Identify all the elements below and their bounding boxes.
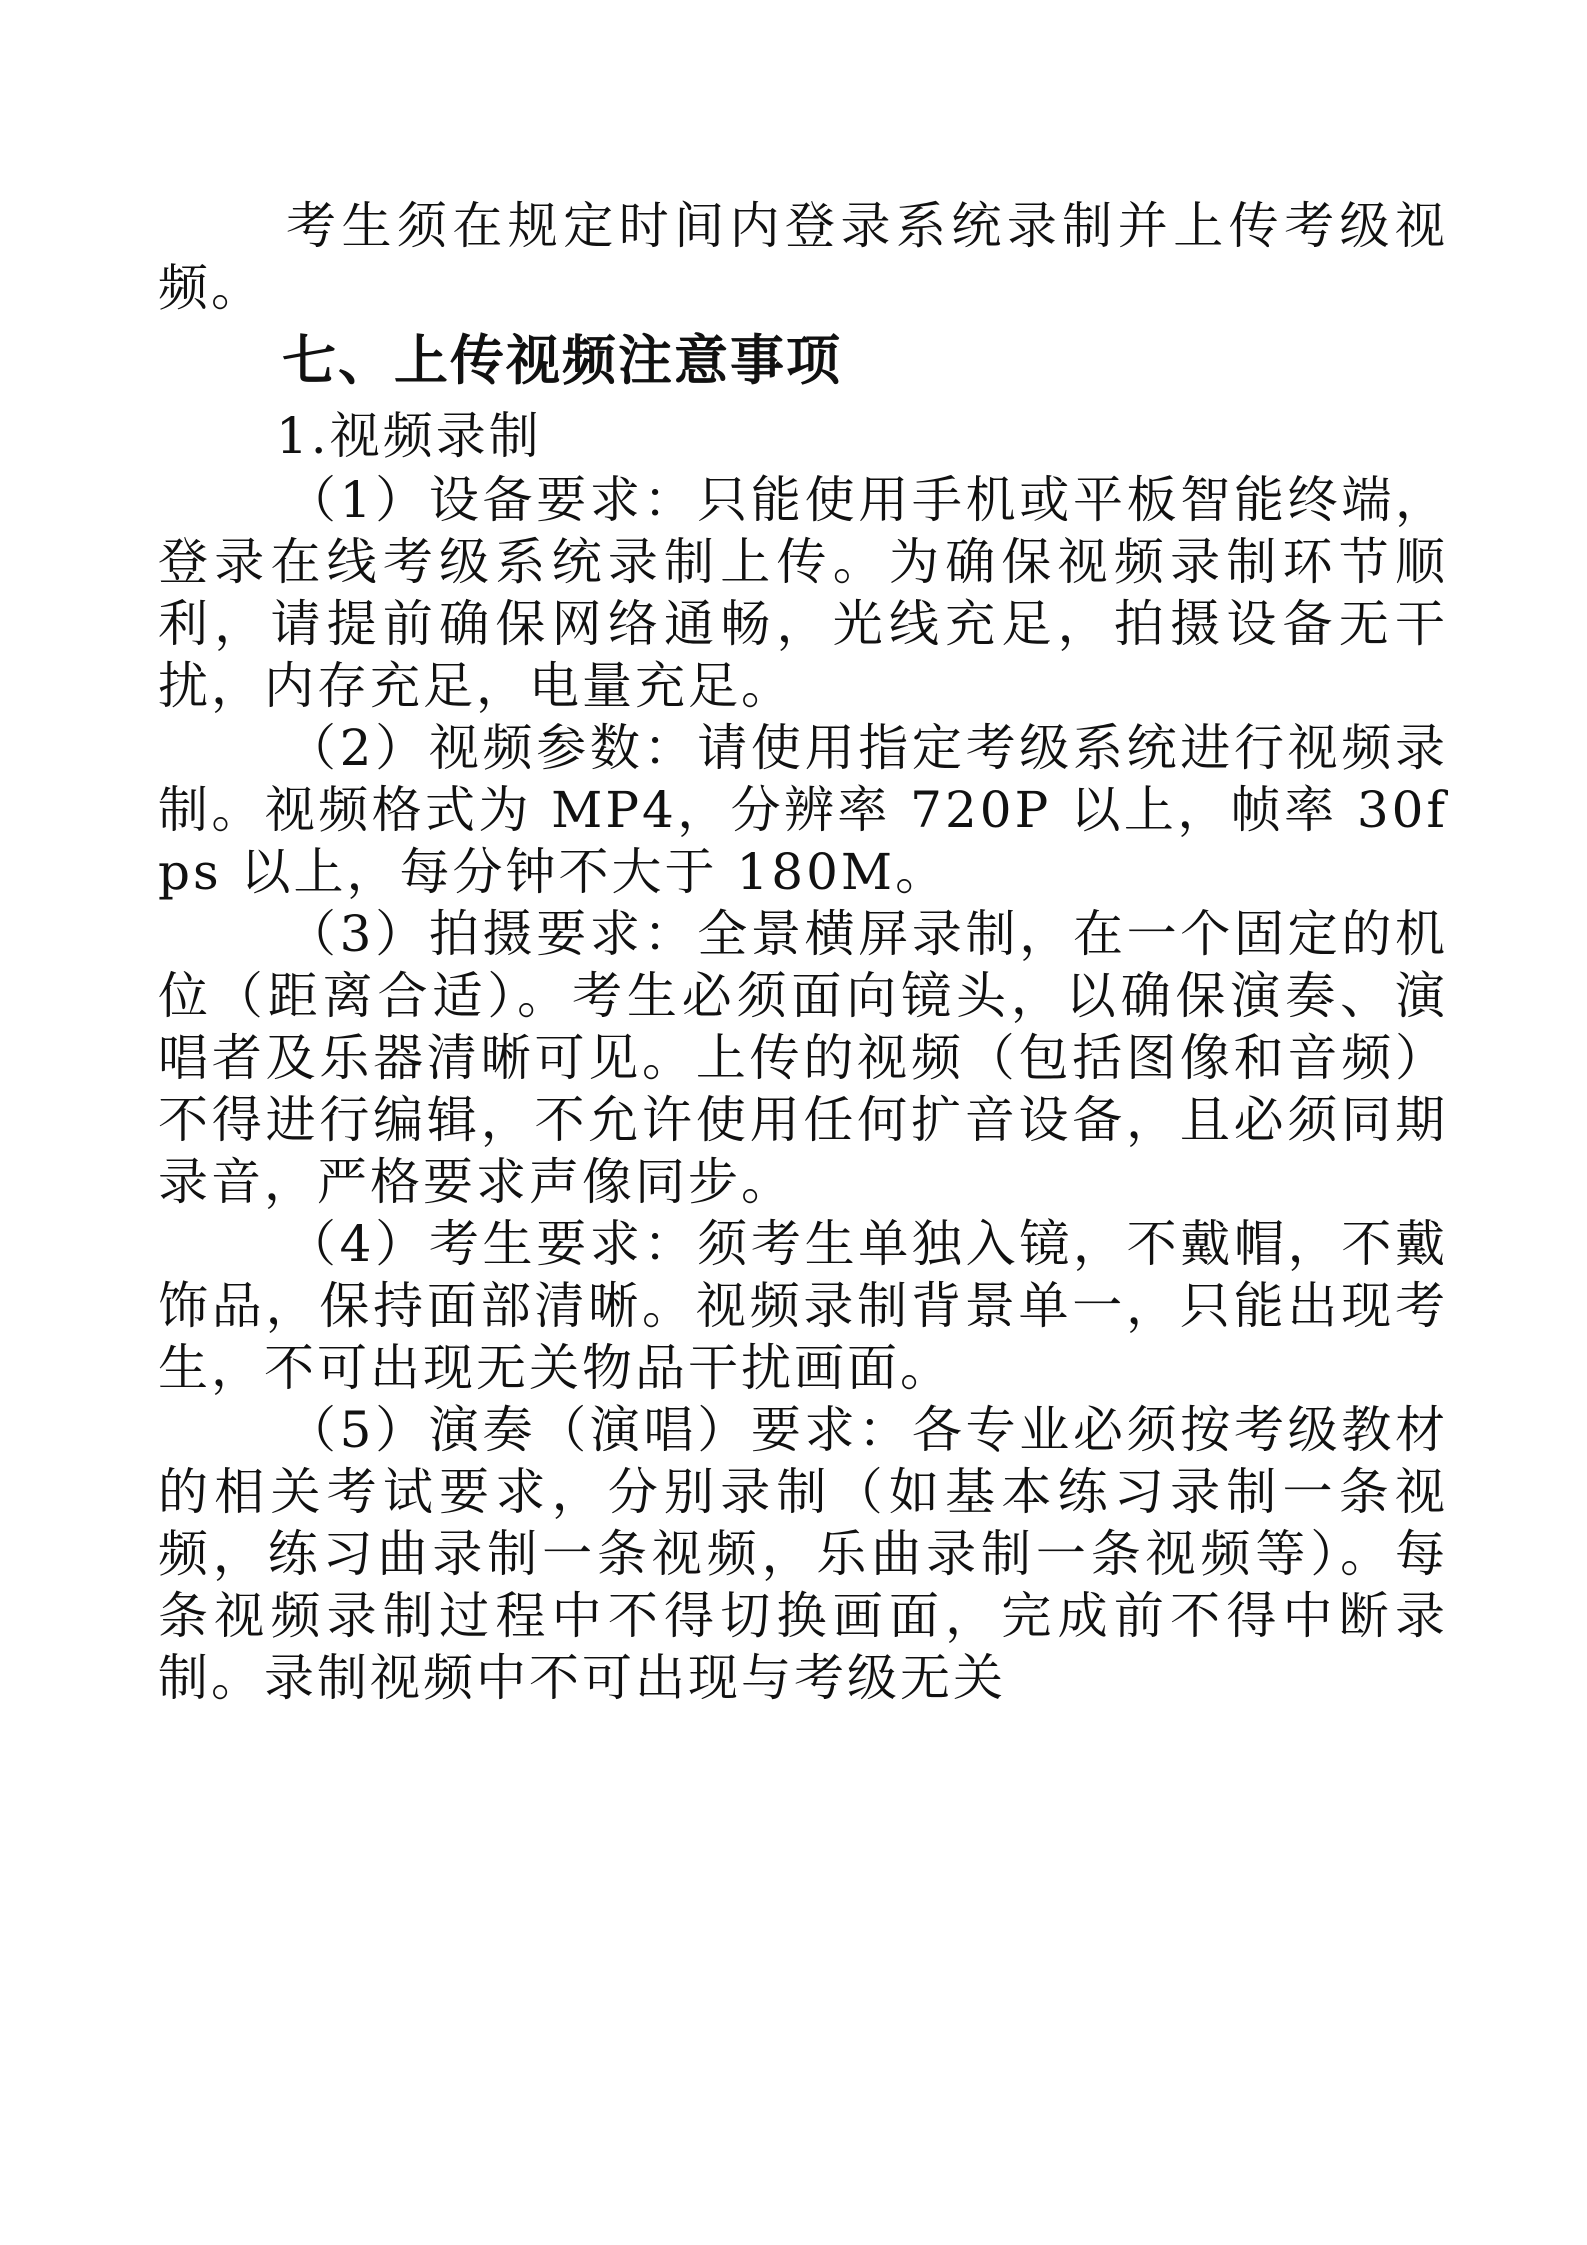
document-body xyxy=(158,195,1448,1709)
intro-paragraph: 考生须在规定时间内登录系统录制并上传考级视频。 xyxy=(158,197,1448,317)
item-shooting-requirements: （3）拍摄要求：全景横屏录制，在一个固定的机位（距离合适）。考生必须面向镜头，以确保演奏、演唱者及乐器清晰可见。上传的视频（包括图像和音频）不得进行编辑，不允许使用任何扩音设备，且必须同期录音，严格要求声像同步。 xyxy=(158,905,1448,1211)
item-performance-requirements: （5）演奏（演唱）要求：各专业必须按考级教材的相关考试要求，分别录制（如基本练习录制一条视频，练习曲录制一条视频，乐曲录制一条视频等）。每条视频录制过程中不得切换画面，完成前不得中断录制。录制视频中不可出现与考级无关 xyxy=(158,1401,1448,1707)
item-video-parameters: （2）视频参数：请使用指定考级系统进行视频录制。视频格式为 MP4，分辨率 720P 以上，帧率 30fps 以上，每分钟不大于 180M。 xyxy=(158,719,1448,901)
section-heading: 七、上传视频注意事项 xyxy=(282,329,842,392)
subsection-heading: 1.视频录制 xyxy=(276,407,542,465)
item-examinee-requirements: （4）考生要求：须考生单独入镜，不戴帽，不戴饰品，保持面部清晰。视频录制背景单一，只能出现考生，不可出现无关物品干扰画面。 xyxy=(158,1215,1448,1397)
item-device-requirements: （1）设备要求：只能使用手机或平板智能终端，登录在线考级系统录制上传。为确保视频录制环节顺利，请提前确保网络通畅，光线充足，拍摄设备无干扰，内存充足，电量充足。 xyxy=(158,471,1448,715)
